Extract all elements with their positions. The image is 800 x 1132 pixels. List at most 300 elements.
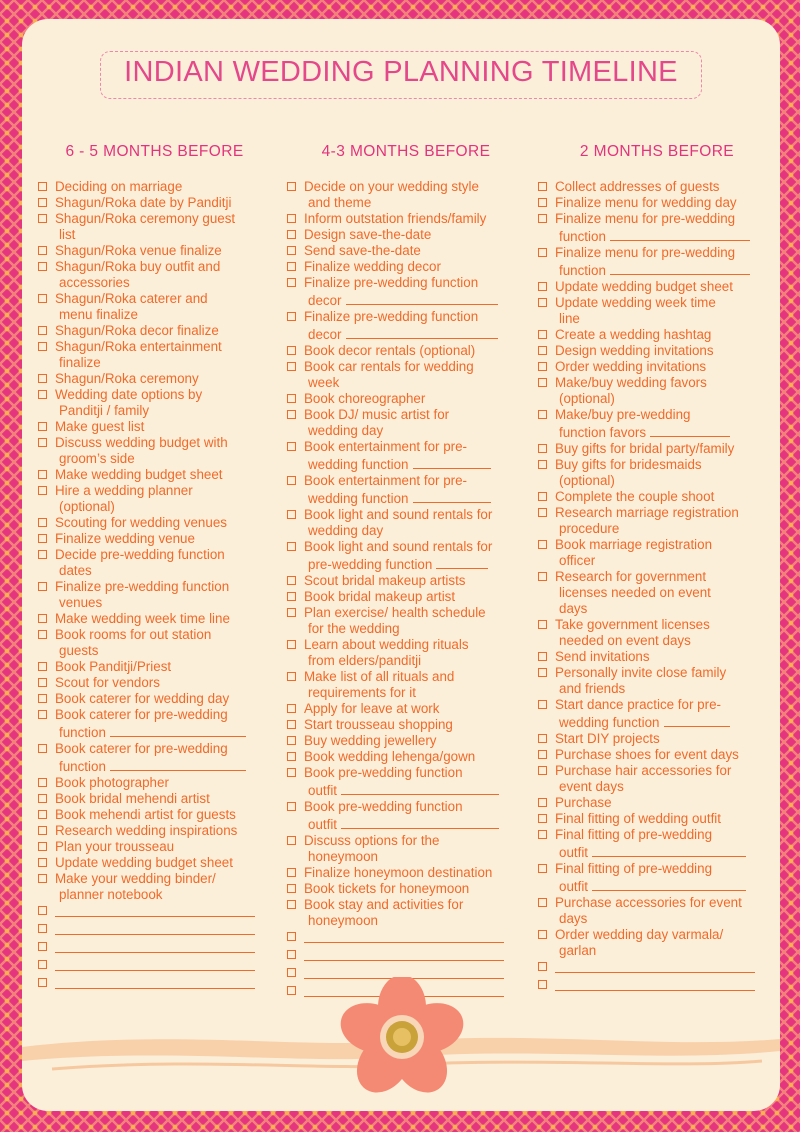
checklist-item[interactable]	[537, 359, 777, 375]
checklist-item[interactable]	[37, 659, 272, 675]
checklist-item[interactable]	[286, 507, 526, 539]
checklist-item[interactable]	[286, 179, 526, 211]
checklist-item-text: Purchase shoes for event days	[555, 747, 739, 762]
checklist-item-text: Shagun/Roka venue finalize	[55, 243, 222, 258]
checkbox-icon[interactable]	[287, 672, 296, 681]
checklist-item[interactable]	[537, 195, 777, 211]
checklist-item[interactable]	[537, 861, 777, 895]
write-in-line[interactable]	[592, 843, 746, 857]
checkbox-icon[interactable]	[538, 346, 547, 355]
checklist-item[interactable]	[37, 195, 272, 211]
checkbox-icon[interactable]	[287, 608, 296, 617]
checklist-item[interactable]	[537, 747, 777, 763]
checklist-item-text: Scout bridal makeup artists	[304, 573, 466, 588]
checklist-item-text: Make wedding week time line	[55, 611, 230, 626]
checkbox-icon[interactable]	[538, 198, 547, 207]
checklist-item-text: Final fitting of pre-wedding	[555, 861, 713, 876]
write-in-line[interactable]	[413, 455, 491, 469]
checklist-item[interactable]	[37, 707, 272, 741]
checklist-item[interactable]	[37, 531, 272, 547]
checkbox-icon[interactable]	[287, 768, 296, 777]
checklist-item-text: days	[559, 601, 588, 616]
checklist-item-text: Order wedding invitations	[555, 359, 707, 374]
checkbox-icon[interactable]	[38, 342, 47, 351]
checklist-item-text: wedding day	[308, 423, 384, 438]
checklist-item[interactable]	[37, 435, 272, 467]
checkbox-icon[interactable]	[538, 214, 547, 223]
checklist-item-text: Make guest list	[55, 419, 145, 434]
checklist-item[interactable]	[286, 391, 526, 407]
checklist-item[interactable]	[537, 375, 777, 407]
checkbox-icon[interactable]	[287, 704, 296, 713]
checkbox-icon[interactable]	[287, 576, 296, 585]
checkbox-icon[interactable]	[538, 248, 547, 257]
checkbox-icon[interactable]	[287, 720, 296, 729]
checklist-item[interactable]	[286, 717, 526, 733]
checklist-item-text: Purchase accessories for event	[555, 895, 742, 910]
checkbox-icon[interactable]	[287, 476, 296, 485]
checklist-item[interactable]	[37, 839, 272, 855]
write-in-line[interactable]	[55, 957, 255, 971]
checklist-item[interactable]	[37, 323, 272, 339]
checklist-item[interactable]	[37, 483, 272, 515]
checkbox-icon[interactable]	[38, 246, 47, 255]
checkbox-icon[interactable]	[287, 932, 296, 941]
checkbox-icon[interactable]	[287, 884, 296, 893]
checkbox-icon[interactable]	[38, 694, 47, 703]
checkbox-icon[interactable]	[38, 924, 47, 933]
checklist-item[interactable]	[537, 327, 777, 343]
checkbox-icon[interactable]	[538, 540, 547, 549]
checkbox-icon[interactable]	[38, 614, 47, 623]
blank-checklist-item[interactable]	[286, 947, 526, 965]
checklist-item[interactable]	[537, 505, 777, 537]
write-in-line[interactable]	[650, 423, 730, 437]
write-in-line[interactable]	[341, 815, 499, 829]
checkbox-icon[interactable]	[538, 410, 547, 419]
checklist-item-text: Final fitting of wedding outfit	[555, 811, 721, 826]
checkbox-icon[interactable]	[38, 710, 47, 719]
checklist-item[interactable]	[286, 799, 526, 833]
blank-checklist-item[interactable]	[37, 921, 272, 939]
checkbox-icon[interactable]	[538, 508, 547, 517]
checklist-item-text: Research wedding inspirations	[55, 823, 238, 838]
checkbox-icon[interactable]	[538, 814, 547, 823]
checklist-item[interactable]	[286, 897, 526, 929]
checkbox-icon[interactable]	[538, 668, 547, 677]
checkbox-icon[interactable]	[38, 858, 47, 867]
checklist-item-text: Decide on your wedding style	[304, 179, 479, 194]
checkbox-icon[interactable]	[287, 868, 296, 877]
checklist-item-text: Design save-the-date	[304, 227, 432, 242]
checklist-item[interactable]	[286, 669, 526, 701]
blank-checklist-item[interactable]	[37, 957, 272, 975]
checklist-item[interactable]	[286, 309, 526, 343]
checkbox-icon[interactable]	[538, 898, 547, 907]
checkbox-icon[interactable]	[38, 582, 47, 591]
checkbox-icon[interactable]	[287, 802, 296, 811]
checklist-item-text: Make/buy wedding favors	[555, 375, 707, 390]
checkbox-icon[interactable]	[538, 362, 547, 371]
checklist-item-text: officer	[559, 553, 596, 568]
checklist-item[interactable]	[37, 211, 272, 243]
checklist-item-text: function	[555, 261, 777, 279]
checklist-item-text: Shagun/Roka date by Panditji	[55, 195, 232, 210]
checkbox-icon[interactable]	[287, 246, 296, 255]
write-in-line[interactable]	[55, 921, 255, 935]
checkbox-icon[interactable]	[538, 766, 547, 775]
checklist-item[interactable]	[286, 865, 526, 881]
checkbox-icon[interactable]	[538, 930, 547, 939]
write-in-line[interactable]	[436, 555, 488, 569]
checklist-item-text: function	[55, 723, 272, 741]
checklist-item-text: event days	[559, 779, 624, 794]
checklist-item[interactable]	[37, 791, 272, 807]
checkbox-icon[interactable]	[538, 444, 547, 453]
checkbox-icon[interactable]	[287, 752, 296, 761]
checkbox-icon[interactable]	[538, 282, 547, 291]
checklist-item[interactable]	[37, 675, 272, 691]
checklist-item[interactable]	[286, 833, 526, 865]
checkbox-icon[interactable]	[538, 492, 547, 501]
checklist-item[interactable]	[286, 275, 526, 309]
write-in-line[interactable]	[592, 877, 746, 891]
checklist-item[interactable]	[286, 439, 526, 473]
checklist-item[interactable]	[537, 279, 777, 295]
checklist-item-text: Book rooms for out station	[55, 627, 212, 642]
checkbox-icon[interactable]	[38, 942, 47, 951]
checklist-item-text: Book pre-wedding function	[304, 765, 463, 780]
checkbox-icon[interactable]	[38, 794, 47, 803]
checkbox-icon[interactable]	[287, 410, 296, 419]
checklist-item[interactable]	[537, 731, 777, 747]
checkbox-icon[interactable]	[287, 362, 296, 371]
checklist-item-text: finalize	[59, 355, 101, 370]
checkbox-icon[interactable]	[538, 298, 547, 307]
write-in-line[interactable]	[55, 903, 255, 917]
checkbox-icon[interactable]	[38, 470, 47, 479]
blank-checklist-item[interactable]	[286, 929, 526, 947]
write-in-line[interactable]	[346, 291, 498, 305]
checklist-item[interactable]	[286, 227, 526, 243]
write-in-line[interactable]	[610, 261, 750, 275]
checklist-item[interactable]	[286, 539, 526, 573]
checklist-item[interactable]	[537, 665, 777, 697]
checklist-item-text: Collect addresses of guests	[555, 179, 720, 194]
checkbox-icon[interactable]	[38, 550, 47, 559]
checklist-item[interactable]	[37, 339, 272, 371]
checklist-item[interactable]	[37, 823, 272, 839]
checkbox-icon[interactable]	[38, 662, 47, 671]
checklist-item-text: Book decor rentals (optional)	[304, 343, 476, 358]
checklist-item-text: pre-wedding function	[304, 555, 526, 573]
checkbox-icon[interactable]	[38, 630, 47, 639]
checklist-item[interactable]	[537, 895, 777, 927]
checklist-item-text: Decide pre-wedding function	[55, 547, 225, 562]
checklist-item-text: outfit	[304, 815, 526, 833]
checklist-item[interactable]	[37, 243, 272, 259]
title-frame	[100, 51, 702, 99]
checkbox-icon[interactable]	[287, 900, 296, 909]
checkbox-icon[interactable]	[38, 374, 47, 383]
checklist-item-text: dates	[59, 563, 92, 578]
checkbox-icon[interactable]	[287, 442, 296, 451]
checklist-item[interactable]	[286, 605, 526, 637]
checklist-item[interactable]	[537, 211, 777, 245]
blank-checklist-item[interactable]	[537, 959, 777, 977]
checklist-item[interactable]	[537, 457, 777, 489]
checklist-item-text: procedure	[559, 521, 620, 536]
checkbox-icon[interactable]	[38, 198, 47, 207]
checklist-item-text: Start trousseau shopping	[304, 717, 453, 732]
checkbox-icon[interactable]	[287, 278, 296, 287]
checklist-item[interactable]	[37, 179, 272, 195]
checklist-item[interactable]	[537, 537, 777, 569]
checkbox-icon[interactable]	[287, 592, 296, 601]
checklist-item-text: and theme	[308, 195, 372, 210]
checkbox-icon[interactable]	[38, 214, 47, 223]
checklist-item[interactable]	[37, 419, 272, 435]
checkbox-icon[interactable]	[38, 422, 47, 431]
checkbox-icon[interactable]	[538, 620, 547, 629]
checklist-item[interactable]	[286, 473, 526, 507]
checklist-item-text: Apply for leave at work	[304, 701, 440, 716]
checklist-item-text: groom’s side	[59, 451, 135, 466]
checklist-item[interactable]	[537, 827, 777, 861]
checklist-item[interactable]	[286, 589, 526, 605]
checkbox-icon[interactable]	[38, 810, 47, 819]
checklist-item-text: planner notebook	[59, 887, 163, 902]
checklist-item[interactable]	[286, 733, 526, 749]
checklist-item[interactable]	[37, 467, 272, 483]
checklist-item-text: Shagun/Roka ceremony	[55, 371, 199, 386]
checkbox-icon[interactable]	[38, 778, 47, 787]
checkbox-icon[interactable]	[287, 836, 296, 845]
checklist-item-text: function	[55, 757, 272, 775]
checklist-item-text: Finalize menu for pre-wedding	[555, 211, 736, 226]
checklist-item[interactable]	[37, 807, 272, 823]
checklist-item[interactable]	[37, 547, 272, 579]
checklist-item-text: Make/buy pre-wedding	[555, 407, 691, 422]
checklist-item[interactable]	[286, 407, 526, 439]
checklist-item[interactable]	[37, 579, 272, 611]
checklist-item[interactable]	[537, 441, 777, 457]
checkbox-icon[interactable]	[287, 312, 296, 321]
checklist-item-text: days	[559, 911, 588, 926]
checklist-item[interactable]	[537, 407, 777, 441]
checklist-item[interactable]	[537, 489, 777, 505]
checklist-item[interactable]	[537, 569, 777, 617]
checkbox-icon[interactable]	[287, 950, 296, 959]
flower-icon	[22, 977, 780, 1111]
checkbox-icon[interactable]	[538, 378, 547, 387]
checklist-item[interactable]	[37, 291, 272, 323]
checklist-item-text: wedding function	[555, 713, 777, 731]
checklist	[537, 179, 777, 995]
column-heading: 2 MONTHS BEFORE	[579, 143, 735, 160]
checklist-item-text: Finalize honeymoon destination	[304, 865, 493, 880]
column-heading: 6 - 5 MONTHS BEFORE	[65, 143, 244, 160]
write-in-line[interactable]	[555, 959, 755, 973]
checkbox-icon[interactable]	[538, 864, 547, 873]
checklist-item-text: honeymoon	[308, 913, 378, 928]
blank-checklist-item[interactable]	[37, 903, 272, 921]
checkbox-icon[interactable]	[287, 736, 296, 745]
checkbox-icon[interactable]	[38, 390, 47, 399]
write-in-line[interactable]	[341, 781, 499, 795]
checklist-item-text: Update wedding week time	[555, 295, 716, 310]
checkbox-icon[interactable]	[38, 744, 47, 753]
checklist-item[interactable]	[37, 691, 272, 707]
write-in-line[interactable]	[610, 227, 750, 241]
checklist	[37, 179, 272, 993]
checkbox-icon[interactable]	[287, 230, 296, 239]
checklist-item-text: Buy wedding jewellery	[304, 733, 437, 748]
checkbox-icon[interactable]	[538, 700, 547, 709]
checklist-item-text: Send save-the-date	[304, 243, 421, 258]
checklist-item-text: needed on event days	[559, 633, 691, 648]
checkbox-icon[interactable]	[287, 394, 296, 403]
write-in-line[interactable]	[664, 713, 730, 727]
checklist-item[interactable]	[37, 855, 272, 871]
checkbox-icon[interactable]	[38, 262, 47, 271]
checklist-item[interactable]	[537, 795, 777, 811]
checklist	[286, 179, 526, 1001]
checkbox-icon[interactable]	[38, 842, 47, 851]
checkbox-icon[interactable]	[538, 962, 547, 971]
checklist-item[interactable]	[286, 359, 526, 391]
checklist-item[interactable]	[37, 387, 272, 419]
checklist-item[interactable]	[537, 295, 777, 327]
checklist-item[interactable]	[286, 343, 526, 359]
checklist-item-text: garlan	[559, 943, 597, 958]
checkbox-icon[interactable]	[287, 968, 296, 977]
checklist-item[interactable]	[537, 811, 777, 827]
checklist-item[interactable]	[286, 259, 526, 275]
checklist-item-text: Plan your trousseau	[55, 839, 175, 854]
checkbox-icon[interactable]	[38, 678, 47, 687]
checkbox-icon[interactable]	[538, 798, 547, 807]
checklist-item-text: Send invitations	[555, 649, 650, 664]
checklist-item-text: outfit	[555, 843, 777, 861]
checkbox-icon[interactable]	[538, 750, 547, 759]
checklist-item[interactable]	[537, 927, 777, 959]
checklist-item[interactable]	[286, 765, 526, 799]
checkbox-icon[interactable]	[38, 874, 47, 883]
checkbox-icon[interactable]	[538, 830, 547, 839]
checklist-item[interactable]	[537, 179, 777, 195]
checkbox-icon[interactable]	[38, 182, 47, 191]
checklist-item[interactable]	[537, 245, 777, 279]
checklist-item[interactable]	[37, 741, 272, 775]
checkbox-icon[interactable]	[38, 438, 47, 447]
checklist-item-text: Update wedding budget sheet	[55, 855, 233, 870]
checklist-item-text: Research for government	[555, 569, 707, 584]
checkbox-icon[interactable]	[538, 460, 547, 469]
checklist-item[interactable]	[286, 637, 526, 669]
checklist-item[interactable]	[37, 371, 272, 387]
checklist-item-text: guests	[59, 643, 99, 658]
checkbox-icon[interactable]	[287, 182, 296, 191]
checkbox-icon[interactable]	[538, 330, 547, 339]
checkbox-icon[interactable]	[538, 182, 547, 191]
checklist-item[interactable]	[286, 881, 526, 897]
checkbox-icon[interactable]	[538, 652, 547, 661]
checklist-item-text: wedding function	[304, 455, 526, 473]
write-in-line[interactable]	[110, 723, 246, 737]
blank-checklist-item[interactable]	[37, 939, 272, 957]
checkbox-icon[interactable]	[287, 214, 296, 223]
checkbox-icon[interactable]	[38, 294, 47, 303]
checklist-item-text: Buy gifts for bridal party/family	[555, 441, 735, 456]
write-in-line[interactable]	[304, 929, 504, 943]
checklist-item[interactable]	[537, 649, 777, 665]
checklist-item-text: Finalize pre-wedding function	[304, 309, 479, 324]
write-in-line[interactable]	[55, 939, 255, 953]
checklist-item-text: Book car rentals for wedding	[304, 359, 474, 374]
checklist-item-text: Shagun/Roka caterer and	[55, 291, 208, 306]
checklist-item[interactable]	[286, 749, 526, 765]
checkbox-icon[interactable]	[538, 572, 547, 581]
checkbox-icon[interactable]	[38, 486, 47, 495]
checkbox-icon[interactable]	[38, 326, 47, 335]
checklist-item[interactable]	[537, 697, 777, 731]
checklist-item-text: Discuss options for the	[304, 833, 440, 848]
checkbox-icon[interactable]	[287, 262, 296, 271]
checklist-item-text: Book photographer	[55, 775, 169, 790]
checklist-item[interactable]	[286, 701, 526, 717]
checklist-item-text: Update wedding budget sheet	[555, 279, 733, 294]
checkbox-icon[interactable]	[287, 640, 296, 649]
checklist-item-text: outfit	[555, 877, 777, 895]
write-in-line[interactable]	[304, 947, 504, 961]
write-in-line[interactable]	[413, 489, 491, 503]
write-in-line[interactable]	[346, 325, 498, 339]
checkbox-icon[interactable]	[287, 542, 296, 551]
checklist-item[interactable]	[37, 611, 272, 627]
checkbox-icon[interactable]	[38, 960, 47, 969]
checklist-item-text: wedding function	[304, 489, 526, 507]
checkbox-icon[interactable]	[38, 826, 47, 835]
checklist-item[interactable]	[37, 775, 272, 791]
checklist-item[interactable]	[37, 515, 272, 531]
checklist-item[interactable]	[286, 211, 526, 227]
checkbox-icon[interactable]	[538, 734, 547, 743]
checklist-item[interactable]	[37, 259, 272, 291]
column-4-3-months	[286, 143, 526, 1001]
checkbox-icon[interactable]	[287, 510, 296, 519]
checklist-item-text: Finalize menu for wedding day	[555, 195, 737, 210]
checklist-item-text: Book caterer for pre-wedding	[55, 741, 228, 756]
checklist-item-text: Start dance practice for pre-	[555, 697, 721, 712]
checklist-item-text: Make wedding budget sheet	[55, 467, 223, 482]
checklist-item[interactable]	[537, 763, 777, 795]
checklist-item[interactable]	[37, 871, 272, 903]
checklist-item-text: Purchase hair accessories for	[555, 763, 732, 778]
checkbox-icon[interactable]	[38, 906, 47, 915]
checkbox-icon[interactable]	[38, 534, 47, 543]
checklist-item-text: Book entertainment for pre-	[304, 473, 468, 488]
checklist-item[interactable]	[537, 343, 777, 359]
write-in-line[interactable]	[110, 757, 246, 771]
checklist-item[interactable]	[286, 243, 526, 259]
checkbox-icon[interactable]	[38, 518, 47, 527]
checklist-item[interactable]	[537, 617, 777, 649]
checkbox-icon[interactable]	[287, 346, 296, 355]
checklist-item-text: line	[559, 311, 580, 326]
checklist-item[interactable]	[286, 573, 526, 589]
checklist-item[interactable]	[37, 627, 272, 659]
